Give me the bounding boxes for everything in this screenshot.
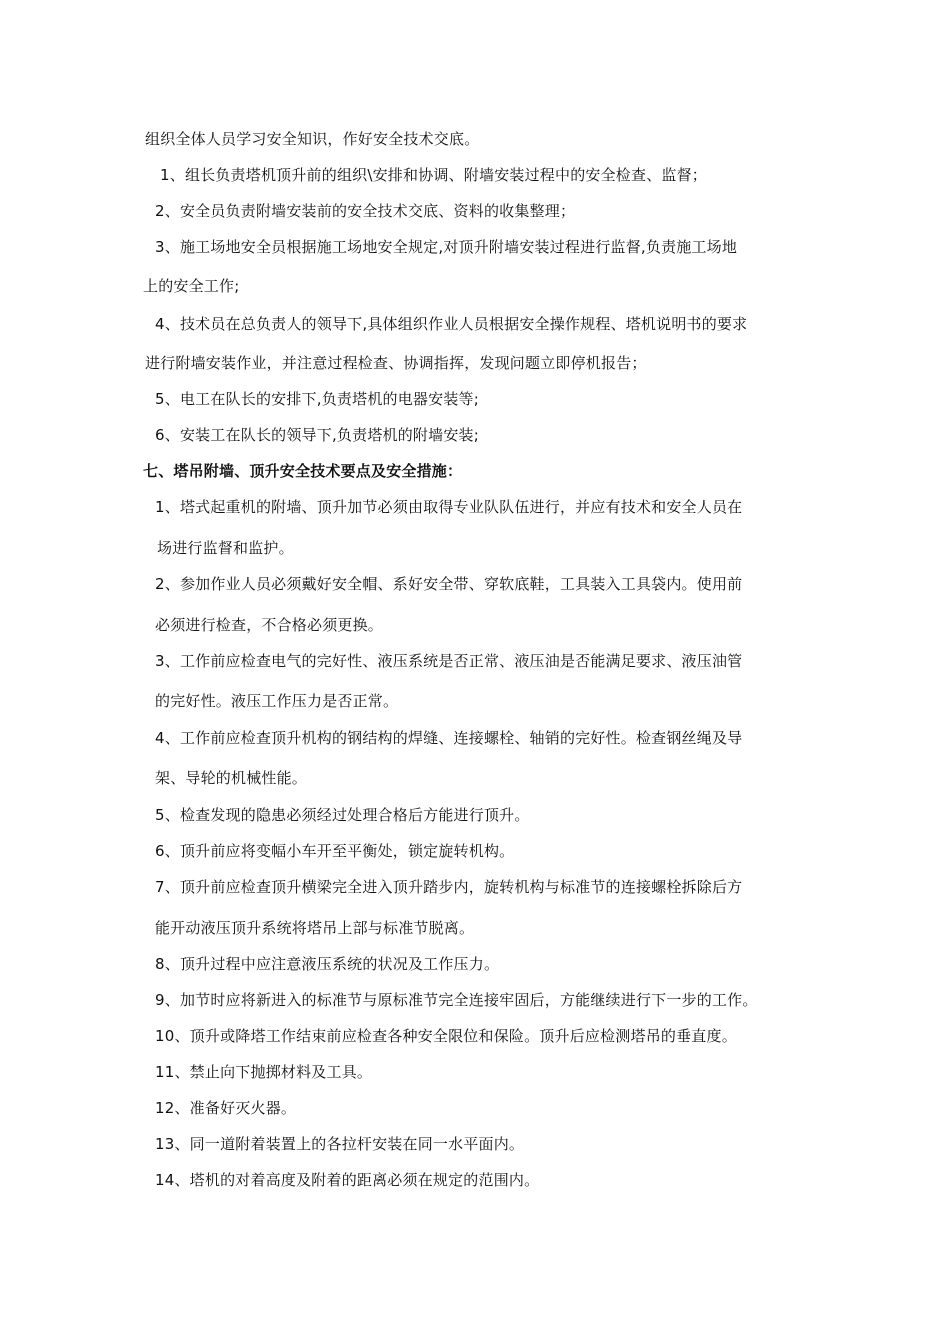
paragraph-line: 2、参加作业人员必须戴好安全帽、系好安全带、穿软底鞋，工具装入工具袋内。使用前 [155, 575, 743, 593]
paragraph-line: 必须进行检查，不合格必须更换。 [155, 616, 384, 634]
paragraph-line: 4、技术员在总负责人的领导下,具体组织作业人员根据安全操作规程、塔机说明书的要求 [155, 315, 748, 333]
paragraph-line: 场进行监督和监护。 [157, 539, 294, 557]
paragraph-line: 2、安全员负责附墙安装前的安全技术交底、资料的收集整理； [155, 202, 576, 220]
paragraph-line: 进行附墙安装作业，并注意过程检查、协调指挥，发现问题立即停机报告； [145, 354, 647, 372]
paragraph-line: 12、准备好灭火器。 [155, 1099, 297, 1117]
paragraph-line: 14、塔机的对着高度及附着的距离必须在规定的范围内。 [155, 1171, 540, 1189]
paragraph-line: 上的安全工作; [143, 277, 240, 295]
paragraph-line: 6、安装工在队长的领导下,负责塔机的附墙安装; [155, 426, 479, 444]
paragraph-line: 6、顶升前应将变幅小车开至平衡处，锁定旋转机构。 [155, 842, 515, 860]
paragraph-line: 13、同一道附着装置上的各拉杆安装在同一水平面内。 [155, 1135, 525, 1153]
paragraph-line: 组织全体人员学习安全知识，作好安全技术交底。 [145, 130, 480, 148]
paragraph-line: 的完好性。液压工作压力是否正常。 [155, 692, 399, 710]
paragraph-line: 7、顶升前应检查顶升横梁完全进入顶升踏步内，旋转机构与标准节的连接螺栓拆除后方 [155, 878, 743, 896]
paragraph-line: 架、导轮的机械性能。 [155, 769, 308, 787]
paragraph-line: 1、塔式起重机的附墙、顶升加节必须由取得专业队队伍进行，并应有技术和安全人员在 [155, 498, 743, 516]
paragraph-line: 5、电工在队长的安排下,负责塔机的电器安装等; [155, 390, 479, 408]
paragraph-line: 4、工作前应检查顶升机构的钢结构的焊缝、连接螺栓、轴销的完好性。检查钢丝绳及导 [155, 729, 743, 747]
paragraph-line: 9、加节时应将新进入的标准节与原标准节完全连接牢固后，方能继续进行下一步的工作。 [155, 991, 758, 1009]
paragraph-line: 11、禁止向下抛掷材料及工具。 [155, 1063, 373, 1081]
paragraph-line: 3、施工场地安全员根据施工场地安全规定,对顶升附墙安装过程进行监督,负责施工场地 [155, 238, 738, 256]
paragraph-line: 1、组长负责塔机顶升前的组织\安排和协调、附墙安装过程中的安全检查、监督； [160, 166, 708, 184]
paragraph-line: 10、顶升或降塔工作结束前应检查各种安全限位和保险。顶升后应检测塔吊的垂直度。 [155, 1027, 737, 1045]
section-heading: 七、塔吊附墙、顶升安全技术要点及安全措施： [143, 462, 463, 480]
paragraph-line: 8、顶升过程中应注意液压系统的状况及工作压力。 [155, 955, 500, 973]
paragraph-line: 3、工作前应检查电气的完好性、液压系统是否正常、液压油是否能满足要求、液压油管 [155, 652, 743, 670]
paragraph-line: 能开动液压顶升系统将塔吊上部与标准节脱离。 [155, 919, 475, 937]
paragraph-line: 5、检查发现的隐患必须经过处理合格后方能进行顶升。 [155, 806, 530, 824]
